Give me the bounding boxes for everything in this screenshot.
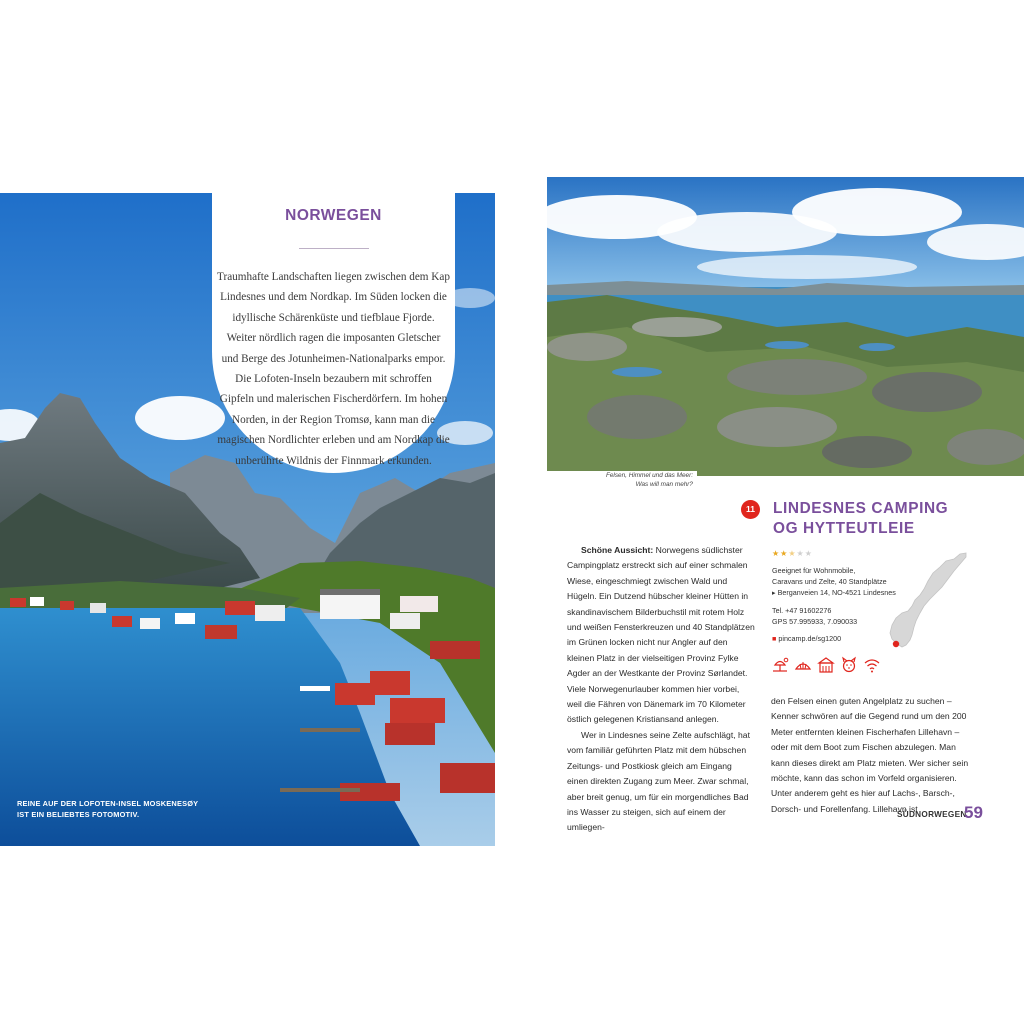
website-text: pincamp.de/sg1200	[778, 634, 842, 644]
campsite-title	[773, 499, 1013, 539]
page-number: 59	[964, 803, 983, 822]
section-footer-label: SÜDNORWEGEN	[897, 810, 967, 819]
campsite-title-line-1: LINDESNES CAMPING	[773, 500, 949, 517]
dog-friendly-icon	[840, 656, 858, 674]
shop-icon	[817, 656, 835, 674]
photo-caption-line-1: Felsen, Himmel und das Meer:	[605, 472, 693, 479]
coast-photo	[547, 177, 1024, 476]
paragraph-1	[567, 543, 755, 728]
location-marker	[893, 641, 899, 647]
bakery-icon	[794, 656, 812, 674]
rating-stars	[772, 549, 813, 558]
phone: Tel. +47 91602276	[772, 605, 832, 615]
bullet-icon: ■	[772, 634, 777, 644]
photo-caption-line-2: Was will man mehr?	[635, 480, 693, 488]
suitability-line-1: Geeignet für Wohnmobile,	[772, 566, 856, 575]
campsite-title-line-2: OG HYTTEUTLEIE	[773, 520, 915, 537]
paragraph-2-part-1: Wer in Lindesnes seine Zelte aufschlägt, hat vom familiär geführten Platz mit dem hübschen Zeitungs- und Postkiosk gleich am Eingang einen direkten Zugang zum Meer. Zwar schmal, aber breit genug, um für ein morgendliches Bad ins Wasser zu steigen, sich auf einem der umliegen-	[567, 729, 750, 833]
body-column-2	[771, 694, 974, 817]
gps: GPS 57.995933, 7.090033	[772, 616, 858, 626]
wifi-icon	[863, 656, 881, 674]
left-caption-line-2: IST EIN BELIEBTES FOTOMOTIV.	[17, 810, 140, 819]
star-icon: ★	[796, 549, 805, 558]
photo-caption	[547, 471, 697, 492]
intro-box	[212, 193, 455, 473]
star-icon: ★	[780, 549, 789, 558]
country-title: NORWEGEN	[285, 207, 382, 224]
star-icon: ★	[788, 549, 797, 558]
star-icon: ★	[804, 549, 813, 558]
norway-location-map	[888, 551, 968, 652]
site-number-badge: 11	[741, 500, 760, 519]
address-arrow-icon: ▸	[772, 588, 776, 598]
amenity-icons	[771, 656, 881, 674]
lead-in: Schöne Aussicht:	[581, 545, 654, 555]
paragraph-2-part-2: den Felsen einen guten Angelplatz zu suchen – Kenner schwören auf die Gegend rund um den 200 Meter entfernten kleinen Fischerhafen Lillehavn – oder mit dem Boot zum Fischen abzulegen. Man kann dieses direkt am Platz mieten. Wer sicher sein möchte, kann das schon im Vorfeld organisieren. Unter anderem geht es hier auf Lachs-, Barsch-, Dorsch- und Forellenfang. Lillehavn ist	[771, 696, 969, 814]
suitability-line-2: Caravans und Zelte, 40 Standplätze	[772, 577, 887, 587]
beach-icon	[771, 656, 789, 674]
left-photo-caption	[17, 798, 217, 820]
body-column-1	[567, 543, 755, 836]
left-caption-line-1: REINE AUF DER LOFOTEN-INSEL MOSKENESØY	[17, 799, 199, 808]
star-icon: ★	[772, 549, 781, 558]
title-divider	[299, 248, 369, 249]
paragraph-1-text: Norwegens südlichster Campingplatz erstreckt sich auf einer schmalen Wiese, eingeschmiegt zwischen Wald und Hügeln. Ein Dutzend hübscher kleiner Hütten in skandinavischem Bilderbuchstil mit rotem Holz und weißen Fensterkreuzen und 40 Standplätzen im Grünen locken nicht nur Angler auf den kleinen Platz in der vielseitigen Provinz Fylke Agder an der Westkante der Provinz Sørlandet. Viele Norwegenurlauber kommen hier vorbei, weil die Fähren von Dänemark im 70 Kilometer östlich gelegenen Kristiansand anlegen.	[567, 545, 755, 725]
address-text: Berganveien 14, NO-4521 Lindesnes	[777, 588, 896, 598]
intro-text: Traumhafte Landschaften liegen zwischen dem Kap Lindesnes und dem Nordkap. Im Süden locken die idyllische Schärenküste und tiefblaue Fjorde. Weiter nördlich ragen die imposanten Gletscher und Berge des Jotunheimen-Nationalparks empor. Die Lofoten-Inseln bezaubern mit schroffen Gipfeln und malerischen Fischerdörfern. Im hohen Norden, in der Region Tromsø, kann man die magischen Nordlichter erleben und am Nordkap die unberührte Wildnis der Finnmark erkunden.	[217, 271, 450, 467]
